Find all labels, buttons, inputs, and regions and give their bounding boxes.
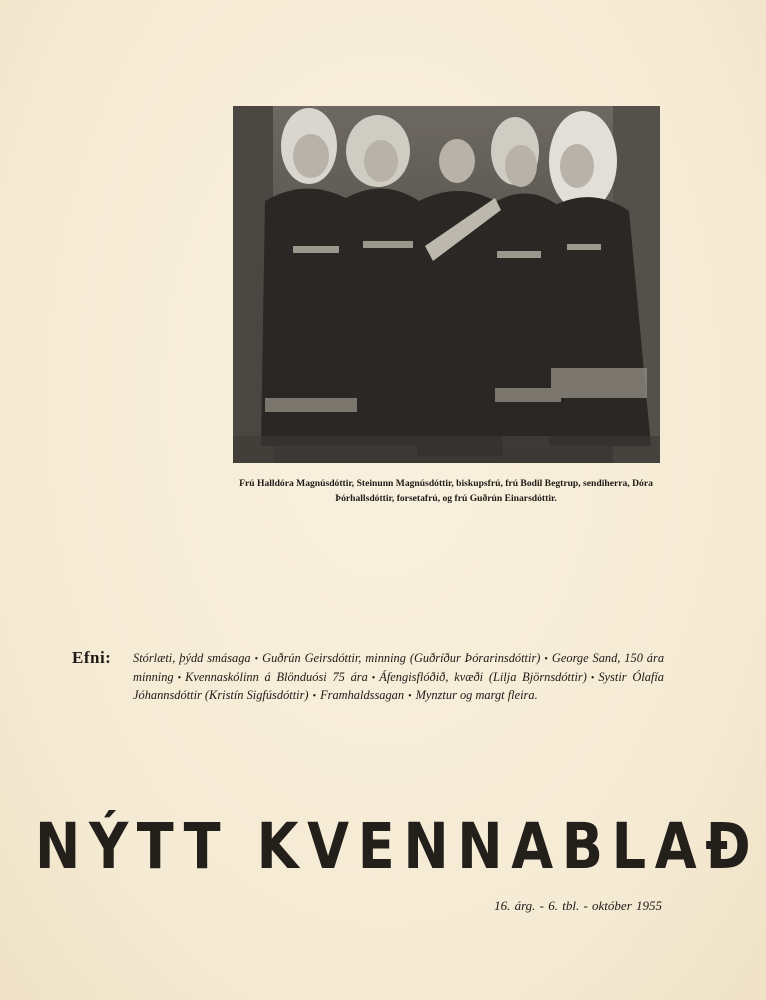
contents-item: Mynztur og margt fleira. bbox=[415, 688, 538, 702]
contents-label: Efni: bbox=[72, 648, 112, 667]
contents-item: Guðrún Geirsdóttir, minning (Guðríður Þórarinsdóttir) bbox=[262, 651, 541, 665]
contents-item: Systir Ólafía Jóhannsdóttir (Kristín Sigfúsdóttir) bbox=[133, 669, 664, 702]
bullet-separator: • bbox=[254, 654, 259, 665]
group-photo bbox=[233, 106, 660, 463]
photo-caption: Frú Halldóra Magnúsdóttir, Steinunn Magnúsdóttir, biskupsfrú, frú Bodil Begtrup, sendiherra, Dóra Þórhallsdóttir, forsetafrú, og frú Guðrún Einarsdóttir. bbox=[239, 478, 653, 504]
bullet-separator: • bbox=[590, 672, 595, 684]
contents-item: Stórlæti, þýdd smásaga bbox=[133, 651, 251, 665]
table-of-contents bbox=[72, 650, 664, 706]
contents-item: Framhaldssagan bbox=[320, 688, 405, 702]
bullet-separator: • bbox=[177, 672, 182, 684]
contents-item: George Sand, 150 ára minning bbox=[133, 651, 665, 684]
bullet-separator: • bbox=[371, 672, 376, 684]
contents-item: Kvennaskólinn á Blönduósi 75 ára bbox=[185, 669, 368, 684]
bullet-separator: • bbox=[408, 691, 412, 702]
contents-list bbox=[133, 650, 664, 706]
magazine-title: NÝTT KVENNABLAÐ bbox=[35, 810, 760, 883]
bullet-separator: • bbox=[544, 654, 548, 665]
contents-item: Áfengisflóðið, kvæði (Lilja Björnsdóttir) bbox=[379, 669, 587, 684]
bullet-separator: • bbox=[312, 691, 317, 702]
issue-info: 16. árg. - 6. tbl. - október 1955 bbox=[494, 898, 662, 913]
